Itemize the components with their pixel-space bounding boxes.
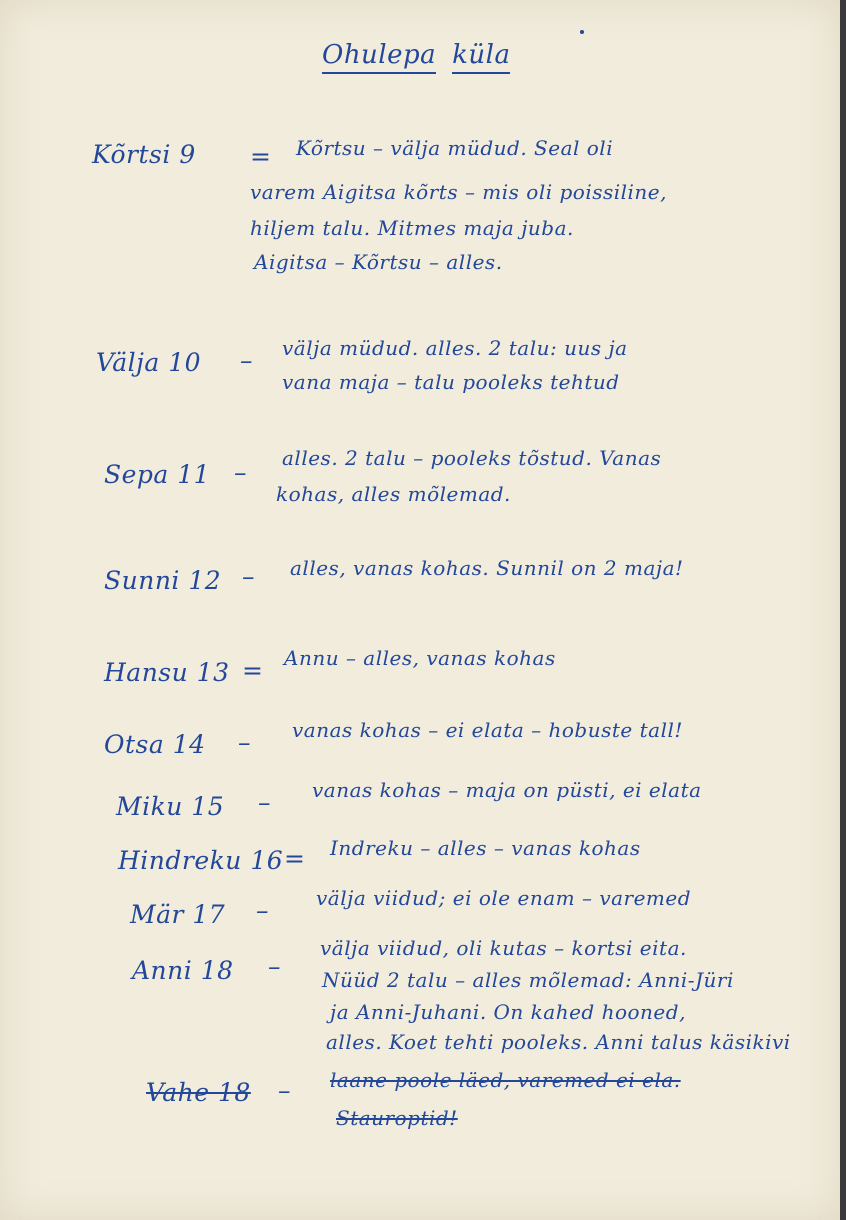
entry-text-line-struck: Stauroptid!: [336, 1106, 458, 1130]
ink-dot: [580, 30, 584, 34]
title-word: küla: [452, 40, 510, 74]
page-edge: [840, 0, 846, 1220]
entry-separator: –: [238, 728, 251, 757]
entry-text-line: alles, vanas kohas. Sunnil on 2 maja!: [290, 556, 684, 580]
entry-name: Miku 15: [116, 792, 225, 821]
entry-text-line: alles. Koet tehti pooleks. Anni talus käsikivi: [326, 1030, 791, 1054]
entry-separator: –: [268, 952, 281, 981]
entry-text-line: kohas, alles mõlemad.: [276, 482, 511, 506]
entry-name: Sepa 11: [104, 460, 211, 489]
entry-name: Hindreku 16: [118, 846, 284, 875]
entry-name: Anni 18: [132, 956, 234, 985]
entry-separator: =: [242, 656, 264, 685]
entry-separator: –: [278, 1076, 291, 1105]
entry-text-line: Nüüd 2 talu – alles mõlemad: Anni-Jüri: [322, 968, 734, 992]
entry-text-line: välja müdud. alles. 2 talu: uus ja: [282, 336, 628, 360]
entry-name: Hansu 13: [104, 658, 230, 687]
entry-text-line: ja Anni-Juhani. On kahed hooned,: [330, 1000, 686, 1024]
entry-name: Kõrtsi 9: [92, 140, 196, 169]
entry-separator: –: [240, 346, 253, 375]
title-village: Ohulepa: [322, 40, 436, 74]
entry-text-line: Annu – alles, vanas kohas: [284, 646, 556, 670]
entry-text-line: Indreku – alles – vanas kohas: [330, 836, 641, 860]
entry-text-line: hiljem talu. Mitmes maja juba.: [250, 216, 574, 240]
entry-name: Välja 10: [96, 348, 202, 377]
entry-name: Otsa 14: [104, 730, 206, 759]
entry-text-line: välja viidud; ei ole enam – varemed: [316, 886, 692, 910]
page-title: [322, 40, 510, 70]
entry-text-line: vanas kohas – ei elata – hobuste tall!: [292, 718, 683, 742]
entry-name-struck: Vahe 18: [146, 1078, 251, 1107]
entry-text-line-struck: laane poole läed, varemed ei ela.: [330, 1068, 681, 1092]
entry-separator: –: [256, 896, 269, 925]
entry-separator: –: [234, 458, 247, 487]
entry-name: Mär 17: [130, 900, 226, 929]
entry-text-line: Aigitsa – Kõrtsu – alles.: [254, 250, 503, 274]
entry-text-line: alles. 2 talu – pooleks tõstud. Vanas: [282, 446, 662, 470]
entry-separator: –: [258, 788, 271, 817]
entry-text-line: vana maja – talu pooleks tehtud: [282, 370, 620, 394]
entry-separator: =: [250, 142, 272, 171]
entry-text-line: varem Aigitsa kõrts – mis oli poissiline,: [250, 180, 668, 204]
entry-text-line: vanas kohas – maja on püsti, ei elata: [312, 778, 702, 802]
entry-text-line: Kõrtsu – välja müdud. Seal oli: [296, 136, 614, 160]
entry-separator: –: [242, 562, 255, 591]
entry-text-line: välja viidud, oli kutas – kortsi eita.: [320, 936, 687, 960]
entry-separator: =: [284, 844, 306, 873]
entry-name: Sunni 12: [104, 566, 222, 595]
